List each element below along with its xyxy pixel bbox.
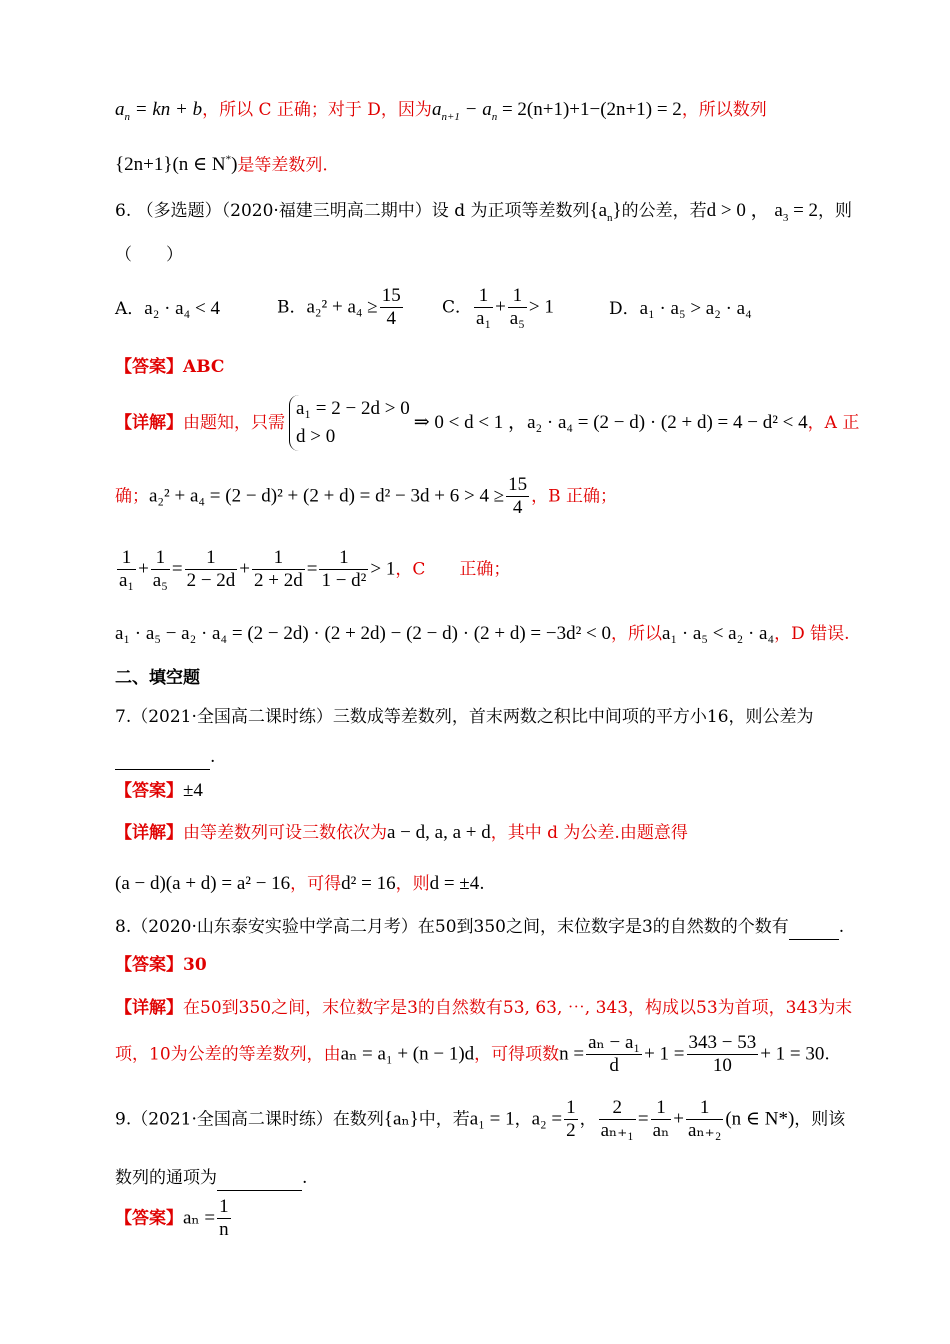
q8-detail-1: 【详解】在50到350之间，末位数字是3的自然数有53, 63, ⋯, 343，构成以53为首项，343为末 (115, 998, 853, 1018)
q7-answer: 【答案】±4 (115, 780, 203, 801)
text: ，所以数列 (681, 100, 767, 120)
q9-answer: 【答案】aₙ = $\frac{1}{n}$ (115, 1196, 229, 1240)
q6-detail-2: 确；a₂² + a₄ = (2 − d)² + (2 + d) = d² − 3d + 6 > 4 ≥ $\frac{15}{4}$ ，B 正确； (115, 474, 618, 518)
math: $a_{n+1} - a_n = 2(n+1)+1-(2n+1) = 2$ (431, 99, 682, 123)
q6-paren: （ ） (115, 245, 183, 265)
text: ，所以 C 正确；对于 D，因为 (202, 100, 432, 120)
q9-stem-2: 数列的通项为 . (115, 1166, 840, 1191)
q6-detail-4: a₁ · a₅ − a₂ · a₄ = (2 − 2d) · (2 + 2d) − (2 − d) · (2 + d) = −3d² < 0，所以a₁ · a₅ < a₂ · a₄，D 错误. (115, 623, 850, 644)
q7-detail-1: 【详解】由等差数列可设三数依次为a − d, a, a + d，其中 d 为公差.由题意得 (115, 822, 688, 843)
math: {2n+1}(n ∈ N*) (115, 154, 238, 176)
q6-detail-3: $\frac{1}{\text{a₁}}$ + $\frac{1}{\text{a₅}}$ = $\frac{1}{2 - 2d}$ + $\frac{1}{2 + 2d}$ = $\frac{1}{\text{1 − d²}}$ > 1，C 正确； (119, 547, 511, 591)
text: 是等差数列. (237, 155, 328, 176)
option-a: A．a₂ · a₄ < 4 (115, 298, 220, 319)
math: $a_n$ = kn + b (115, 99, 203, 123)
q6-stem: 6. （多选题）（2020·福建三明高二期中）设 d 为正项等差数列$\{a_n\}$的公差，若d > 0 ， $a_3 = 2$，则 (115, 200, 853, 224)
q6-options (115, 285, 840, 335)
q5-line-2 (115, 148, 840, 177)
q6-answer: 【答案】ABC (115, 357, 225, 377)
q7-detail-2: (a − d)(a + d) = a² − 16，可得d² = 16，则d = ±4. (115, 873, 485, 894)
q7-blank-line: . (115, 745, 840, 770)
q5-line-1 (115, 98, 840, 129)
option-c: C． $\frac{1}{\text{a₁}}$ + $\frac{1}{\text{a₅}}$ > 1 (442, 285, 554, 329)
option-b: B．a₂² + a₄ ≥ $\frac{15}{4}$ (277, 285, 401, 329)
section-title: 二、填空题 (115, 668, 200, 688)
q6-detail-1: 【详解】由题知，只需 a₁ = 2 − 2d > 0 d > 0 ⇒ 0 < d < 1 ，a₂ · a₄ = (2 − d) · (2 + d) = 4 − d² < 4，A 正 (115, 395, 840, 453)
option-d: D．a₁ · a₅ > a₂ · a₄ (609, 298, 752, 319)
q9-stem: 9.（2021·全国高二课时练）在数列{aₙ}中，若a₁ = 1，a₂ = $\frac{1}{2}$ ， $\frac{2}{\text{aₙ₊₁}}$ = $\frac{1}{\text{aₙ}}$ + $\frac{1}{\text{aₙ₊₂}}$ (n ∈ N*)，则该 (115, 1097, 846, 1141)
q8-stem: 8.（2020·山东泰安实验中学高二月考）在50到350之间，末位数字是3的自然数的个数有 . (115, 915, 840, 940)
q8-answer: 【答案】30 (115, 955, 207, 975)
q7-stem: 7.（2021·全国高二课时练）三数成等差数列，首末两数之积比中间项的平方小16，则公差为 (115, 707, 814, 727)
q8-detail-2: 项，10为公差的等差数列，由aₙ = a₁ + (n − 1)d，可得项数n = $\frac{\text{aₙ − a₁}}{d}$ + 1 = $\frac{343 - 53}{10}$ + 1 = 30. (115, 1032, 830, 1076)
